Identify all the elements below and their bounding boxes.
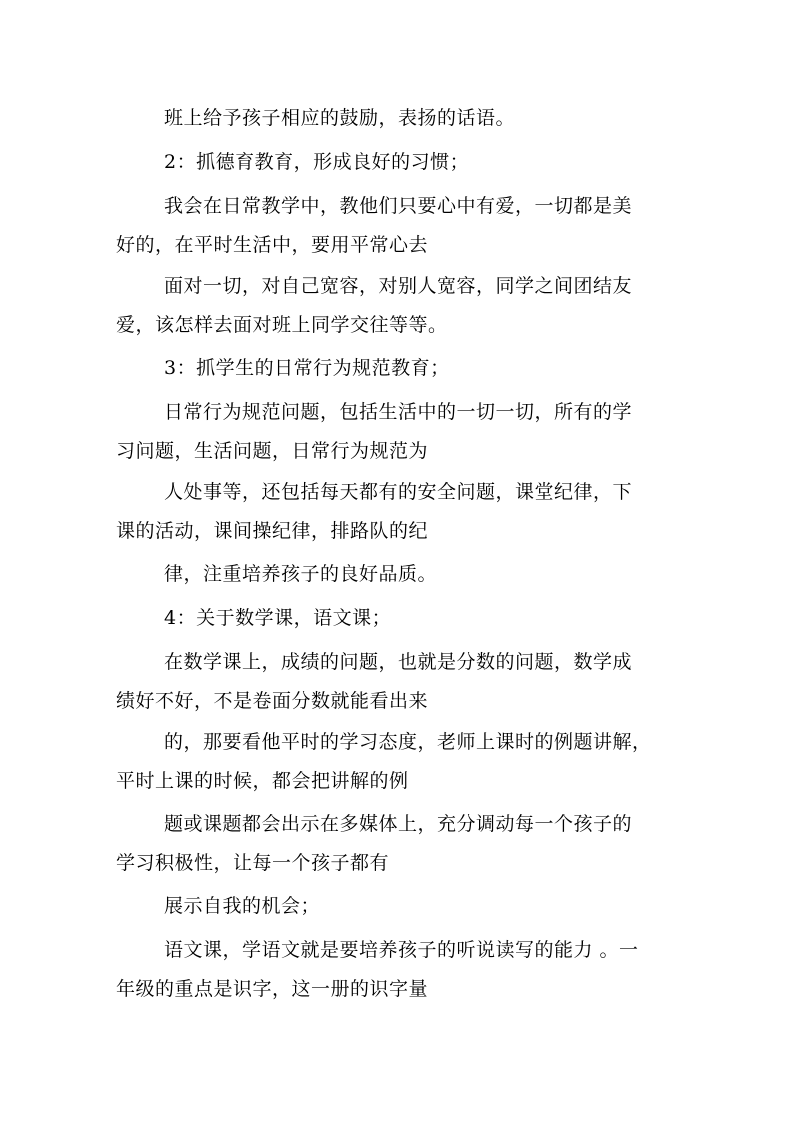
text-line: 平时上课的时候，都会把讲解的例 [116, 770, 409, 792]
text-line: 语文课，学语文就是要培养孩子的听说读写的能力 。一 [164, 939, 639, 961]
text-line: 习问题，生活问题，日常行为规范为 [116, 440, 429, 462]
text-line: 面对一切，对自己宽容，对别人宽容，同学之间团结友 [164, 275, 633, 297]
text-line: 日常行为规范问题，包括生活中的一切一切，所有的学 [164, 401, 633, 423]
section-heading: 3：抓学生的日常行为规范教育； [164, 357, 450, 379]
text-line: 绩好不好，不是卷面分数就能看出来 [116, 690, 429, 712]
text-line: 年级的重点是识字，这一册的识字量 [116, 978, 429, 1000]
text-line: 律，注重培养孩子的良好品质。 [164, 563, 438, 585]
text-line: 好的，在平时生活中，要用平常心去 [116, 234, 429, 256]
text-line: 爱，该怎样去面对班上同学交往等等。 [116, 314, 448, 336]
text-line: 题或课题都会出示在多媒体上，充分调动每一个孩子的 [164, 813, 633, 835]
text-line: 人处事等，还包括每天都有的安全问题，课堂纪律，下 [164, 481, 633, 503]
text-line: 班上给予孩子相应的鼓励，表扬的话语。 [164, 107, 516, 129]
text-line: 我会在日常教学中，教他们只要心中有爱，一切都是美 [164, 195, 633, 217]
text-line: 的，那要看他平时的学习态度，老师上课时的例题讲解， [164, 731, 652, 753]
text-line: 展示自我的机会； [164, 895, 321, 917]
text-line: 课的活动，课间操纪律，排路队的纪 [116, 520, 429, 542]
section-heading: 4：关于数学课，语文课； [164, 607, 392, 629]
text-line: 学习积极性，让每一个孩子都有 [116, 852, 390, 874]
section-heading: 2：抓德育教育，形成良好的习惯； [164, 151, 470, 173]
text-line: 在数学课上，成绩的问题，也就是分数的问题，数学成 [164, 651, 633, 673]
